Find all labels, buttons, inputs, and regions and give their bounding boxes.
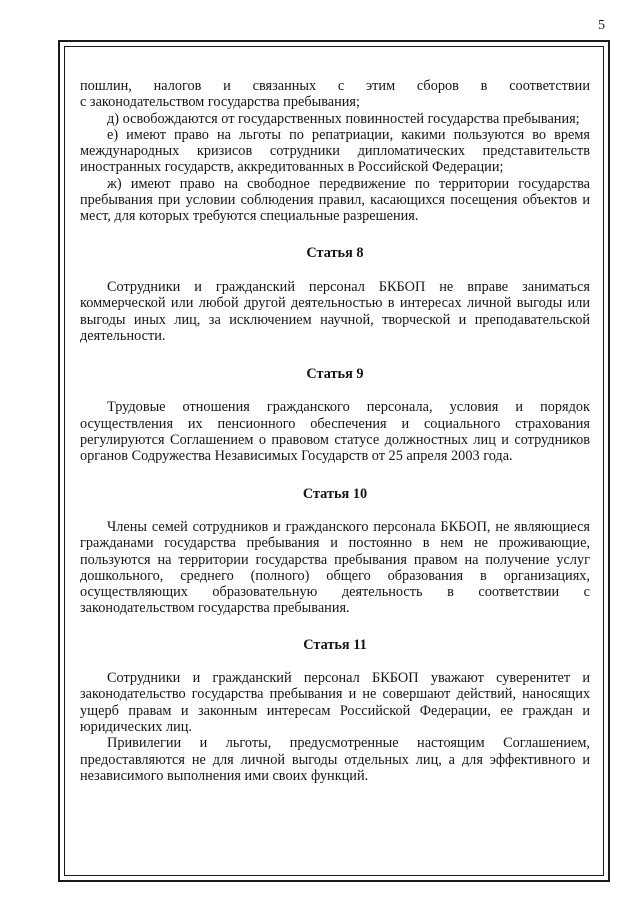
article-11-paragraph-1: Сотрудники и гражданский персонал БКБОП уважают суверенитет и законодательство государства пребывания и не совершают действий, наносящих ущерб правам и законным интересам Российской Федерации, ее граждан и юридических лиц.	[80, 670, 590, 735]
article-9-paragraph: Трудовые отношения гражданского персонала, условия и порядок осуществления их пенсионного обеспечения и социального страхования регулируются Соглашением о правовом статусе должностных лиц и сотрудников органов Содружества Независимых Государств от 25 апреля 2003 года.	[80, 399, 590, 465]
article-10-heading: Статья 10	[302, 485, 368, 502]
article-8-heading: Статья 8	[306, 244, 364, 261]
article-11-heading: Статья 11	[303, 636, 367, 653]
continuation-line-1: пошлин, налогов и связанных с этим сборов в соответствии	[80, 78, 590, 94]
article-10-paragraph: Члены семей сотрудников и гражданского персонала БКБОП, не являющиеся гражданами государства пребывания и постоянно в нем не проживающие, пользуются на территории государства пребывания правом на получение услуг дошкольного, среднего (полного) общего образования в организациях, осуществляющих образовательную деятельность в соответствии с законодательством государства пребывания.	[80, 518, 590, 617]
list-item-zh: ж) имеют право на свободное передвижение по территории государства пребывания при условии соблюдения правил, касающихся посещения объектов и мест, для которых требуются специальные разрешения.	[80, 175, 590, 225]
list-item-e: е) имеют право на льготы по репатриации, какими пользуются во время международных кризисов сотрудники дипломатических представительств иностранных государств, аккредитованных в Российской Федерации;	[80, 126, 590, 176]
article-9-heading: Статья 9	[306, 366, 364, 383]
list-item-d: д) освобождаются от государственных повинностей государства пребывания;	[107, 110, 580, 127]
article-11-paragraph-2: Привилегии и льготы, предусмотренные настоящим Соглашением, предоставляются не для личной выгоды отдельных лиц, а для эффективного и независимого выполнения ими своих функций.	[80, 735, 590, 784]
page-number: 5	[598, 18, 605, 33]
continuation-line-2: с законодательством государства пребывания;	[80, 94, 360, 111]
article-8-paragraph: Сотрудники и гражданский персонал БКБОП не вправе заниматься коммерческой или любой другой деятельностью в интересах личной выгоды или выгоды иных лиц, за исключением научной, творческой и преподавательской деятельности.	[80, 278, 590, 344]
document-body	[80, 78, 590, 784]
